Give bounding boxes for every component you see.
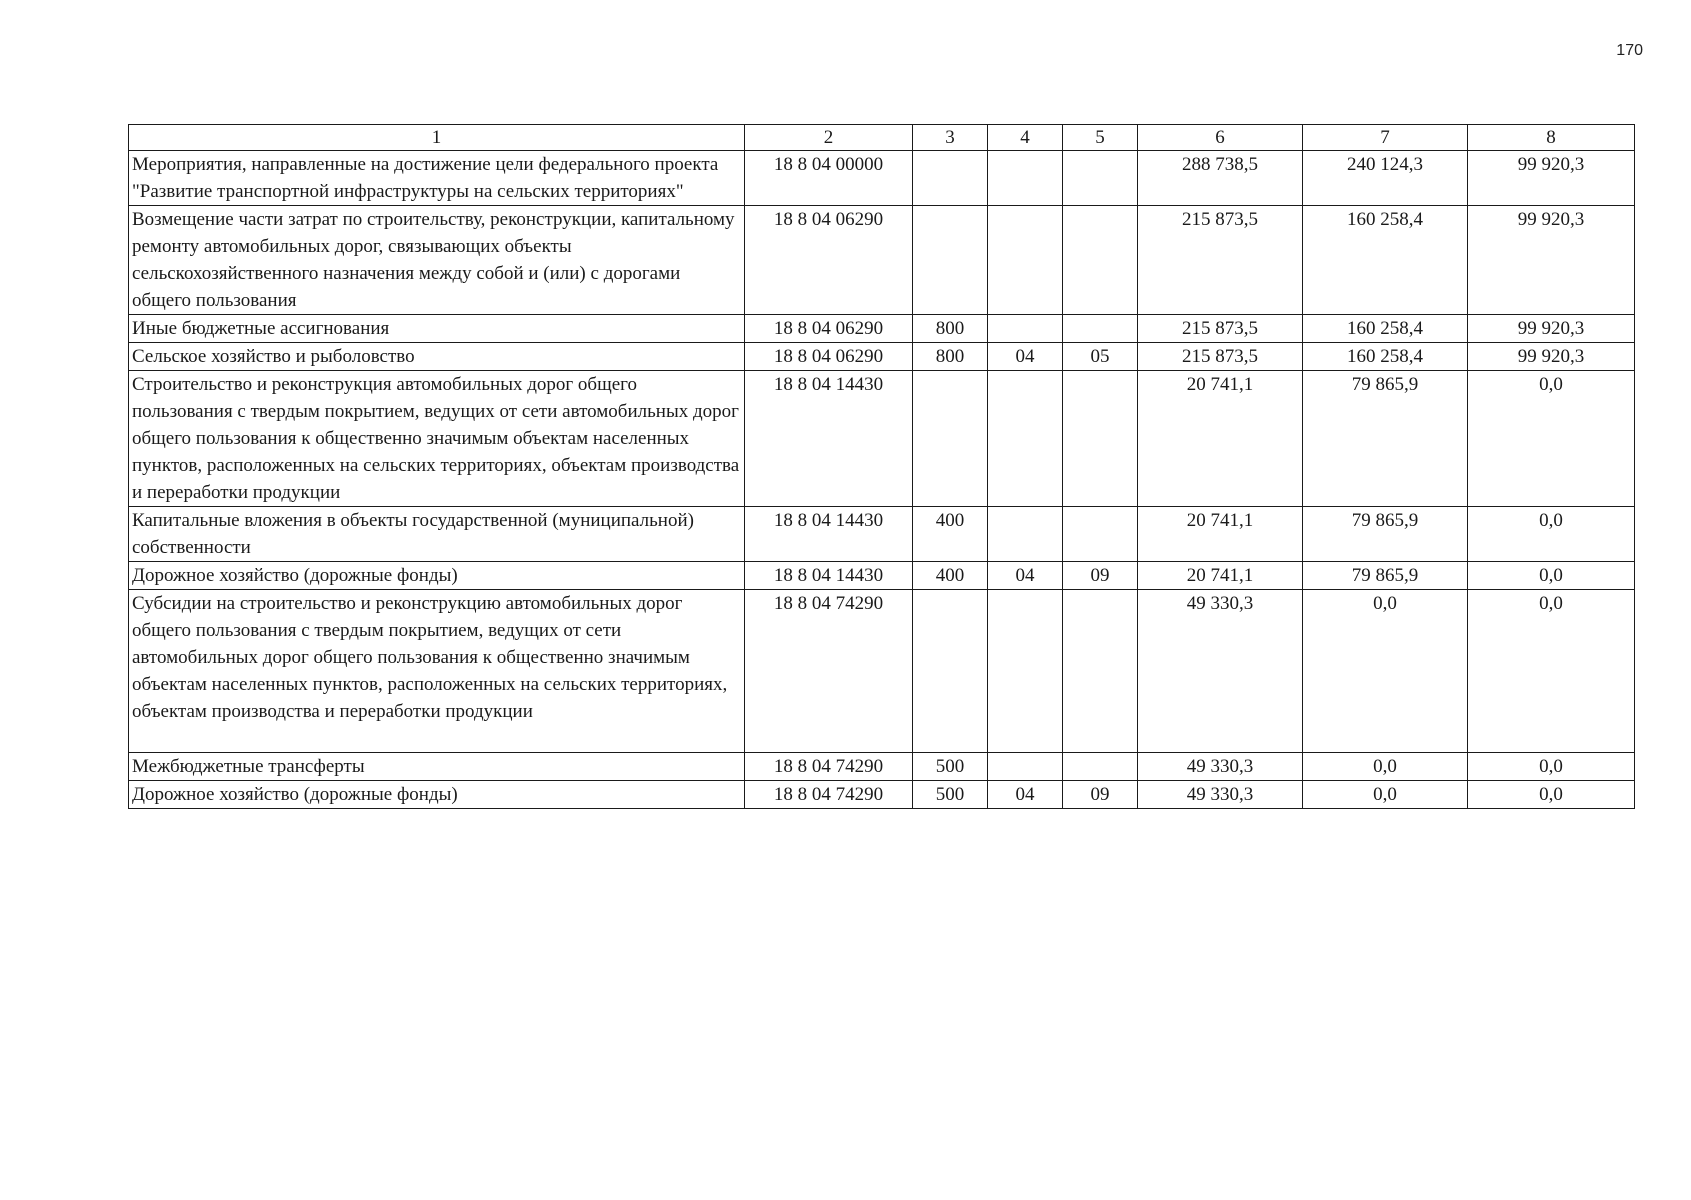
row-col5 [1063, 753, 1138, 781]
row-name: Сельское хозяйство и рыболовство [129, 343, 745, 371]
row-code: 18 8 04 00000 [745, 151, 913, 206]
column-header: 8 [1468, 125, 1635, 151]
row-col6: 49 330,3 [1138, 590, 1303, 753]
row-col3: 400 [913, 507, 988, 562]
row-col7: 0,0 [1303, 753, 1468, 781]
row-name: Межбюджетные трансферты [129, 753, 745, 781]
row-col8: 0,0 [1468, 562, 1635, 590]
row-code: 18 8 04 14430 [745, 562, 913, 590]
row-col7: 160 258,4 [1303, 343, 1468, 371]
row-col7: 160 258,4 [1303, 206, 1468, 315]
row-code: 18 8 04 74290 [745, 753, 913, 781]
row-col8: 99 920,3 [1468, 206, 1635, 315]
row-col4 [988, 507, 1063, 562]
table-row [129, 151, 1635, 206]
row-col3 [913, 206, 988, 315]
row-col5 [1063, 315, 1138, 343]
row-col5: 09 [1063, 562, 1138, 590]
budget-table [128, 124, 1635, 809]
row-code: 18 8 04 06290 [745, 315, 913, 343]
row-col6: 49 330,3 [1138, 753, 1303, 781]
row-col8: 0,0 [1468, 371, 1635, 507]
row-col5 [1063, 206, 1138, 315]
row-col7: 79 865,9 [1303, 371, 1468, 507]
row-col3 [913, 151, 988, 206]
row-name: Возмещение части затрат по строительству, реконструкции, капитальному ремонту автомобильных дорог, связывающих объекты сельскохозяйственного назначения между собой и (или) с дорогами общего пользования [129, 206, 745, 315]
page-number: 170 [1616, 42, 1643, 59]
row-col7: 160 258,4 [1303, 315, 1468, 343]
column-header: 7 [1303, 125, 1468, 151]
row-col4: 04 [988, 343, 1063, 371]
row-col6: 215 873,5 [1138, 315, 1303, 343]
row-col6: 49 330,3 [1138, 781, 1303, 809]
row-col8: 99 920,3 [1468, 343, 1635, 371]
row-name: Иные бюджетные ассигнования [129, 315, 745, 343]
row-col8: 0,0 [1468, 590, 1635, 753]
row-col7: 79 865,9 [1303, 562, 1468, 590]
row-col4: 04 [988, 781, 1063, 809]
row-col3 [913, 371, 988, 507]
row-col5 [1063, 590, 1138, 753]
row-col8: 0,0 [1468, 781, 1635, 809]
row-col4 [988, 151, 1063, 206]
row-col4 [988, 590, 1063, 753]
row-col6: 20 741,1 [1138, 371, 1303, 507]
table-row [129, 315, 1635, 343]
row-name: Строительство и реконструкция автомобильных дорог общего пользования с твердым покрытием, ведущих от сети автомобильных дорог общего пользования к общественно значимым объектам населенных пунктов, расположенных на сельских территориях, объектам производства и переработки продукции [129, 371, 745, 507]
row-col3: 500 [913, 781, 988, 809]
table-row [129, 753, 1635, 781]
table-row [129, 590, 1635, 753]
row-col5 [1063, 371, 1138, 507]
row-col6: 20 741,1 [1138, 507, 1303, 562]
row-col6: 215 873,5 [1138, 343, 1303, 371]
row-col5: 09 [1063, 781, 1138, 809]
column-header: 5 [1063, 125, 1138, 151]
row-col7: 0,0 [1303, 590, 1468, 753]
column-header: 2 [745, 125, 913, 151]
row-col3 [913, 590, 988, 753]
row-col7: 240 124,3 [1303, 151, 1468, 206]
row-col5: 05 [1063, 343, 1138, 371]
column-header: 1 [129, 125, 745, 151]
column-number-row [129, 125, 1635, 151]
row-col8: 99 920,3 [1468, 151, 1635, 206]
row-col4 [988, 371, 1063, 507]
row-col8: 99 920,3 [1468, 315, 1635, 343]
table-row [129, 206, 1635, 315]
row-name: Субсидии на строительство и реконструкцию автомобильных дорог общего пользования с твердым покрытием, ведущих от сети автомобильных дорог общего пользования к общественно значимым объектам населенных пунктов, расположенных на сельских территориях, объектам производства и переработки продукции [129, 590, 745, 753]
row-col4 [988, 206, 1063, 315]
row-col7: 79 865,9 [1303, 507, 1468, 562]
row-name: Дорожное хозяйство (дорожные фонды) [129, 781, 745, 809]
row-code: 18 8 04 06290 [745, 206, 913, 315]
row-col5 [1063, 507, 1138, 562]
row-col7: 0,0 [1303, 781, 1468, 809]
row-col4 [988, 315, 1063, 343]
table-row [129, 781, 1635, 809]
row-col5 [1063, 151, 1138, 206]
row-name: Дорожное хозяйство (дорожные фонды) [129, 562, 745, 590]
row-col3: 400 [913, 562, 988, 590]
row-col4 [988, 753, 1063, 781]
row-code: 18 8 04 06290 [745, 343, 913, 371]
table-row [129, 371, 1635, 507]
row-col6: 288 738,5 [1138, 151, 1303, 206]
row-code: 18 8 04 74290 [745, 781, 913, 809]
row-col8: 0,0 [1468, 753, 1635, 781]
row-name: Капитальные вложения в объекты государственной (муниципальной) собственности [129, 507, 745, 562]
row-col3: 800 [913, 343, 988, 371]
table-row [129, 343, 1635, 371]
row-col6: 20 741,1 [1138, 562, 1303, 590]
table-row [129, 562, 1635, 590]
row-code: 18 8 04 14430 [745, 371, 913, 507]
table-row [129, 507, 1635, 562]
row-col4: 04 [988, 562, 1063, 590]
row-name: Мероприятия, направленные на достижение цели федерального проекта "Развитие транспортной инфраструктуры на сельских территориях" [129, 151, 745, 206]
column-header: 6 [1138, 125, 1303, 151]
row-code: 18 8 04 14430 [745, 507, 913, 562]
column-header: 3 [913, 125, 988, 151]
row-col3: 500 [913, 753, 988, 781]
row-col3: 800 [913, 315, 988, 343]
row-col6: 215 873,5 [1138, 206, 1303, 315]
column-header: 4 [988, 125, 1063, 151]
row-col8: 0,0 [1468, 507, 1635, 562]
row-code: 18 8 04 74290 [745, 590, 913, 753]
